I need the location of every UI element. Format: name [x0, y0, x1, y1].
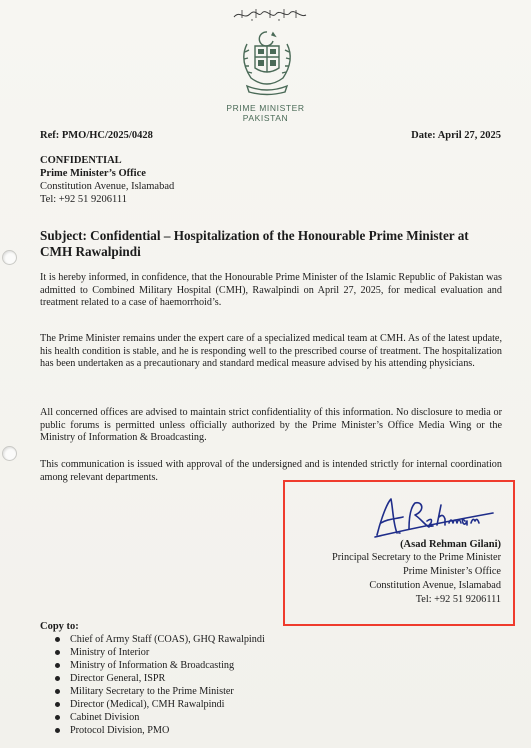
- body-paragraph-3: All concerned offices are advised to maintain strict confidentiality of this information. No disclosure to media or public forums is permitted unless officially authorized by the Prime Minister’s Office Media Wing or the Ministry of Information & Broadcasting.: [40, 407, 502, 443]
- bismillah-calligraphy: [232, 6, 308, 22]
- list-item: Protocol Division, PMO: [52, 724, 265, 737]
- bullet-icon: [55, 728, 60, 733]
- list-item: Director (Medical), CMH Rawalpindi: [52, 698, 265, 711]
- list-item: Cabinet Division: [52, 711, 265, 724]
- list-item: Chief of Army Staff (COAS), GHQ Rawalpindi: [52, 633, 265, 646]
- bullet-icon: [55, 676, 60, 681]
- signatory-office: Prime Minister’s Office: [403, 566, 501, 577]
- list-item: Ministry of Information & Broadcasting: [52, 659, 265, 672]
- body-paragraph-2: The Prime Minister remains under the expert care of a specialized medical team at CMH. As of the latest update, his health condition is stable, and he is responding well to the prescribed course of treatment. The hospitalization has been undertaken as a precautionary and standard medical measure advised by his attending physicians.: [40, 333, 502, 369]
- state-emblem-icon: [233, 26, 301, 96]
- punch-hole: [2, 250, 17, 265]
- sender-address: [40, 154, 174, 206]
- bullet-icon: [55, 650, 60, 655]
- bullet-icon: [55, 702, 60, 707]
- letter-date: Date: April 27, 2025: [411, 130, 501, 141]
- body-paragraph-1: It is hereby informed, in confidence, that the Honourable Prime Minister of the Islamic Republic of Pakistan was admitted to Combined Military Hospital (CMH), Rawalpindi on April 27, 2025, for medical evaluation and treatment related to a case of haemorrhoid’s.: [40, 272, 502, 308]
- subject-line: Subject: Confidential – Hospitalization of the Honourable Prime Minister at CMH Rawalpindi: [40, 228, 469, 259]
- org-name-line1: PRIME MINISTER: [226, 103, 305, 113]
- copy-to-label: Copy to:: [40, 621, 79, 632]
- bullet-icon: [55, 715, 60, 720]
- punch-hole: [2, 446, 17, 461]
- bullet-icon: [55, 637, 60, 642]
- signatory-address: Constitution Avenue, Islamabad: [369, 580, 501, 591]
- signatory-name: (Asad Rehman Gilani): [400, 539, 501, 550]
- office-name: Prime Minister’s Office: [40, 168, 146, 179]
- reference-number: Ref: PMO/HC/2025/0428: [40, 130, 153, 141]
- copy-to-list: [52, 633, 265, 737]
- list-item: Ministry of Interior: [52, 646, 265, 659]
- list-item: Military Secretary to the Prime Minister: [52, 685, 265, 698]
- bullet-icon: [55, 689, 60, 694]
- confidential-label: CONFIDENTIAL: [40, 155, 122, 166]
- signatory-phone: Tel: +92 51 9206111: [415, 594, 501, 605]
- org-name-line2: PAKISTAN: [242, 113, 289, 123]
- body-paragraph-4: This communication is issued with approval of the undersigned and is intended strictly for internal coordination among relevant departments.: [40, 459, 502, 483]
- list-item: Director General, ISPR: [52, 672, 265, 685]
- handwritten-signature: [369, 489, 499, 541]
- bullet-icon: [55, 663, 60, 668]
- office-street: Constitution Avenue, Islamabad: [40, 181, 175, 192]
- signatory-title: Principal Secretary to the Prime Minister: [332, 552, 501, 563]
- office-phone: Tel: +92 51 9206111: [40, 194, 127, 205]
